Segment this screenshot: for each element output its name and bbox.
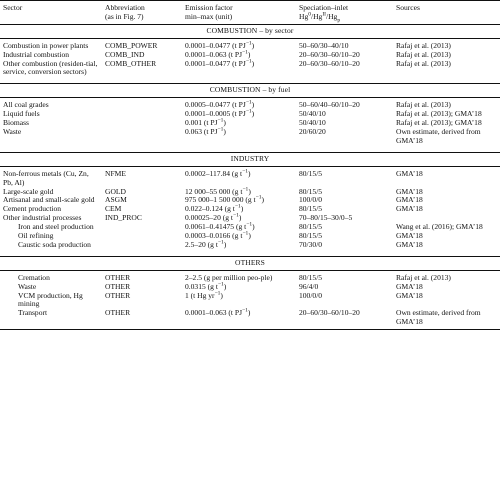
cell-emission-factor (182, 292, 296, 310)
cell-emission-factor (182, 128, 296, 146)
emission-factor-exponent: −1 (242, 168, 249, 175)
emission-factor-close: ) (240, 204, 244, 214)
emission-factor-value: 0.0061–0.41475 (g t (185, 222, 247, 232)
emission-factor-value: 0.063 (t PJ (185, 126, 218, 136)
section-title: COMBUSTION – by sector (0, 24, 500, 38)
table-body (0, 24, 500, 329)
cell-sources: GMA’18 (396, 281, 423, 291)
cell-sources: Rafaj et al. (2013) (396, 40, 451, 50)
cell-sector: All coal grades (3, 100, 49, 110)
table-row (0, 241, 500, 250)
cell-speciation: 50/40/10 (299, 118, 326, 128)
emission-factor-exponent: −1 (246, 221, 253, 228)
emission-factor-close: ) (261, 195, 265, 205)
cell-sector: Iron and steel production (18, 222, 94, 232)
emission-factor-close: ) (252, 222, 255, 232)
cell-speciation: 80/15/5 (299, 168, 323, 178)
emission-factor-value: 12 000–55 000 (g t (185, 186, 243, 196)
section-title: OTHERS (0, 256, 500, 270)
emission-factor-value: 0.0002–117.84 (g t (185, 168, 243, 178)
cell-sector: Non-ferrous metals (Cu, Zn, Pb, Al) (3, 168, 89, 187)
emission-factor-value: 2–2.5 (g per million peo-ple) (185, 272, 273, 282)
cell-sources: GMA’18 (396, 239, 423, 249)
cell-sources: Rafaj et al. (2013); GMA’18 (396, 118, 482, 128)
cell-emission-factor (182, 60, 296, 78)
emission-factor-close: ) (251, 58, 255, 68)
cell-abbreviation: OTHER (105, 290, 131, 300)
cell-abbreviation (102, 223, 182, 232)
emission-factor-close: ) (248, 168, 251, 178)
table-row (0, 196, 500, 205)
emission-factor-exponent: −1 (255, 194, 262, 201)
cell-abbreviation: COMB_OTHER (105, 58, 157, 68)
emission-factor-value: 0.00025–20 (g t (185, 213, 234, 223)
cell-abbreviation: IND_PROC (105, 213, 142, 223)
cell-sources: Rafaj et al. (2013) (396, 100, 451, 110)
cell-speciation: 70/30/0 (299, 239, 323, 249)
cell-speciation: 100/0/0 (299, 290, 323, 300)
emission-factor-value: 1 (t Hg yr (185, 290, 215, 300)
table-row (0, 274, 500, 283)
emission-factor-value: 0.0005–0.0477 (t PJ (185, 100, 246, 110)
cell-sources: Rafaj et al. (2013) (396, 49, 451, 59)
emission-factor-value: 0.022–0.124 (g t (185, 204, 235, 214)
cell-speciation: 20–60/30–60/10–20 (299, 58, 360, 68)
cell-sources: Rafaj et al. (2013); GMA’18 (396, 109, 482, 119)
emission-factor-close: ) (220, 290, 223, 300)
emission-factor-exponent: −1 (217, 117, 224, 124)
header-abbreviation: Abbreviation (as in Fig. 7) (105, 3, 145, 21)
emission-factor-exponent: −1 (217, 126, 224, 133)
cell-sector: Other combustion (residen-tial, service, conversion sectors) (3, 58, 98, 77)
header-sources: Sources (396, 3, 420, 12)
cell-emission-factor (182, 170, 296, 188)
cell-speciation: 80/15/5 (299, 222, 323, 232)
cell-abbreviation: OTHER (105, 281, 131, 291)
cell-sources: Wang et al. (2016); GMA’18 (396, 222, 483, 232)
cell-abbreviation (102, 101, 182, 110)
emission-factor-close: ) (248, 186, 251, 196)
table-header (0, 1, 500, 25)
cell-sources: GMA’18 (396, 231, 423, 241)
cell-abbreviation (102, 232, 182, 241)
emission-factor-close: ) (248, 231, 251, 241)
emission-factor-close: ) (223, 239, 227, 249)
cell-speciation: 20–60/30–60/10–20 (299, 308, 360, 318)
cell-sector: Waste (3, 126, 22, 136)
emission-factor-value: 0.0001–0.0477 (t PJ (185, 40, 246, 50)
emission-factor-exponent: −1 (217, 239, 224, 246)
cell-sources: Rafaj et al. (2013) (396, 58, 451, 68)
cell-sources: GMA’18 (396, 168, 423, 178)
cell-sources: Own estimate, derived from GMA’18 (396, 126, 481, 145)
emission-factor-value: 0.0001–0.0005 (t PJ (185, 109, 246, 119)
cell-abbreviation (102, 110, 182, 119)
cell-sector: Cremation (18, 272, 50, 282)
cell-sector: Biomass (3, 118, 29, 128)
table-row (0, 292, 500, 310)
cell-speciation: 50–60/30–40/10 (299, 40, 349, 50)
cell-abbreviation: GOLD (105, 186, 126, 196)
section-header-row (0, 256, 500, 270)
emission-factor-close: ) (247, 49, 251, 59)
cell-speciation: 100/0/0 (299, 195, 323, 205)
cell-sector: Caustic soda production (18, 239, 91, 249)
cell-emission-factor (182, 309, 296, 329)
emission-factor-value: 0.0001–0.063 (t PJ (185, 49, 243, 59)
emission-factor-exponent: −1 (242, 230, 249, 237)
cell-sector: Transport (18, 308, 48, 318)
cell-sector: Liquid fuels (3, 109, 40, 119)
table-row (0, 309, 500, 329)
cell-sources: Own estimate, derived from GMA’18 (396, 308, 481, 327)
emission-factor-exponent: −1 (245, 99, 252, 106)
cell-sector: Cement production (3, 204, 62, 214)
cell-speciation: 20/60/20 (299, 126, 326, 136)
emission-factor-exponent: −1 (214, 290, 221, 297)
emission-factor-exponent: −1 (242, 49, 248, 56)
cell-speciation: 20–60/30–60/10–20 (299, 49, 360, 59)
emission-factor-close: ) (223, 281, 227, 291)
emission-factor-close: ) (251, 100, 255, 110)
section-header-row (0, 24, 500, 38)
cell-sources: GMA’18 (396, 186, 423, 196)
emission-factor-value: 0.0003–0.0166 (g t (185, 231, 243, 241)
emission-factor-exponent: −1 (245, 40, 252, 47)
emission-factor-close: ) (238, 213, 242, 223)
emission-factor-exponent: −1 (242, 185, 249, 192)
emission-factor-value: 0.0315 (g t (185, 281, 218, 291)
table-row (0, 170, 500, 188)
cell-speciation: 80/15/5 (299, 272, 323, 282)
cell-sector: Waste (18, 281, 37, 291)
emission-factor-value: 2.5–20 (g t (185, 239, 218, 249)
cell-abbreviation: NFME (105, 168, 126, 178)
section-title: INDUSTRY (0, 152, 500, 166)
header-sector: Sector (3, 3, 23, 12)
emission-factor-exponent: −1 (245, 58, 252, 65)
cell-speciation: 50–60/40–60/10–20 (299, 100, 360, 110)
header-speciation: Speciation–inlet $Hg^0/Hg^{II}/Hg_p$ (299, 3, 349, 24)
cell-sector: VCM production, Hg mining (18, 290, 83, 309)
cell-speciation: 50/40/10 (299, 109, 326, 119)
cell-speciation: 70–80/15–30/0–5 (299, 213, 353, 223)
cell-abbreviation (102, 128, 182, 146)
emission-factor-close: ) (223, 126, 226, 136)
cell-sources: Rafaj et al. (2013) (396, 272, 451, 282)
cell-sources: GMA’18 (396, 290, 423, 300)
cell-sources: GMA’18 (396, 204, 423, 214)
cell-sector: Large-scale gold (3, 186, 54, 196)
emission-factor-value: 975 000–1 500 000 (g t (185, 195, 256, 205)
emission-factor-exponent: −1 (234, 203, 241, 210)
cell-abbreviation: CEM (105, 204, 122, 214)
cell-abbreviation (102, 241, 182, 250)
cell-abbreviation: COMB_POWER (105, 40, 158, 50)
emission-factor-close: ) (223, 118, 226, 128)
emission-factor-close: ) (247, 308, 251, 318)
emission-factor-value: 0.0001–0.0477 (t PJ (185, 58, 246, 68)
cell-abbreviation: OTHER (105, 308, 131, 318)
cell-abbreviation: OTHER (105, 272, 131, 282)
cell-speciation: 80/15/5 (299, 186, 323, 196)
cell-speciation: 96/4/0 (299, 281, 319, 291)
emission-factor-exponent: −1 (245, 108, 252, 115)
header-emission-factor: Emission factor min–max (unit) (185, 3, 233, 21)
cell-speciation: 80/15/5 (299, 204, 323, 214)
cell-speciation: 80/15/5 (299, 231, 323, 241)
emission-factor-value: 0.0001–0.063 (t PJ (185, 308, 243, 318)
cell-sector: Other industrial processes (3, 213, 82, 223)
cell-sector: Industrial combustion (3, 49, 70, 59)
cell-sector: Oil refining (18, 231, 54, 241)
cell-sources: GMA’18 (396, 195, 423, 205)
section-header-row (0, 152, 500, 166)
section-header-row (0, 84, 500, 98)
emission-factor-close: ) (251, 40, 255, 50)
section-title: COMBUSTION – by fuel (0, 84, 500, 98)
cell-abbreviation (102, 119, 182, 128)
emission-factor-exponent: −1 (217, 281, 224, 288)
cell-abbreviation: COMB_IND (105, 49, 145, 59)
cell-sector: Artisanal and small-scale gold (3, 195, 95, 205)
emission-factor-exponent: −1 (242, 307, 248, 314)
table-row (0, 60, 500, 78)
table-row (0, 128, 500, 146)
emission-factor-value: 0.001 (t PJ (185, 118, 218, 128)
cell-sector: Combustion in power plants (3, 40, 89, 50)
emission-factor-exponent: −1 (233, 212, 239, 219)
cell-abbreviation: ASGM (105, 195, 127, 205)
cell-emission-factor (182, 241, 296, 250)
emission-factor-close: ) (251, 109, 255, 119)
